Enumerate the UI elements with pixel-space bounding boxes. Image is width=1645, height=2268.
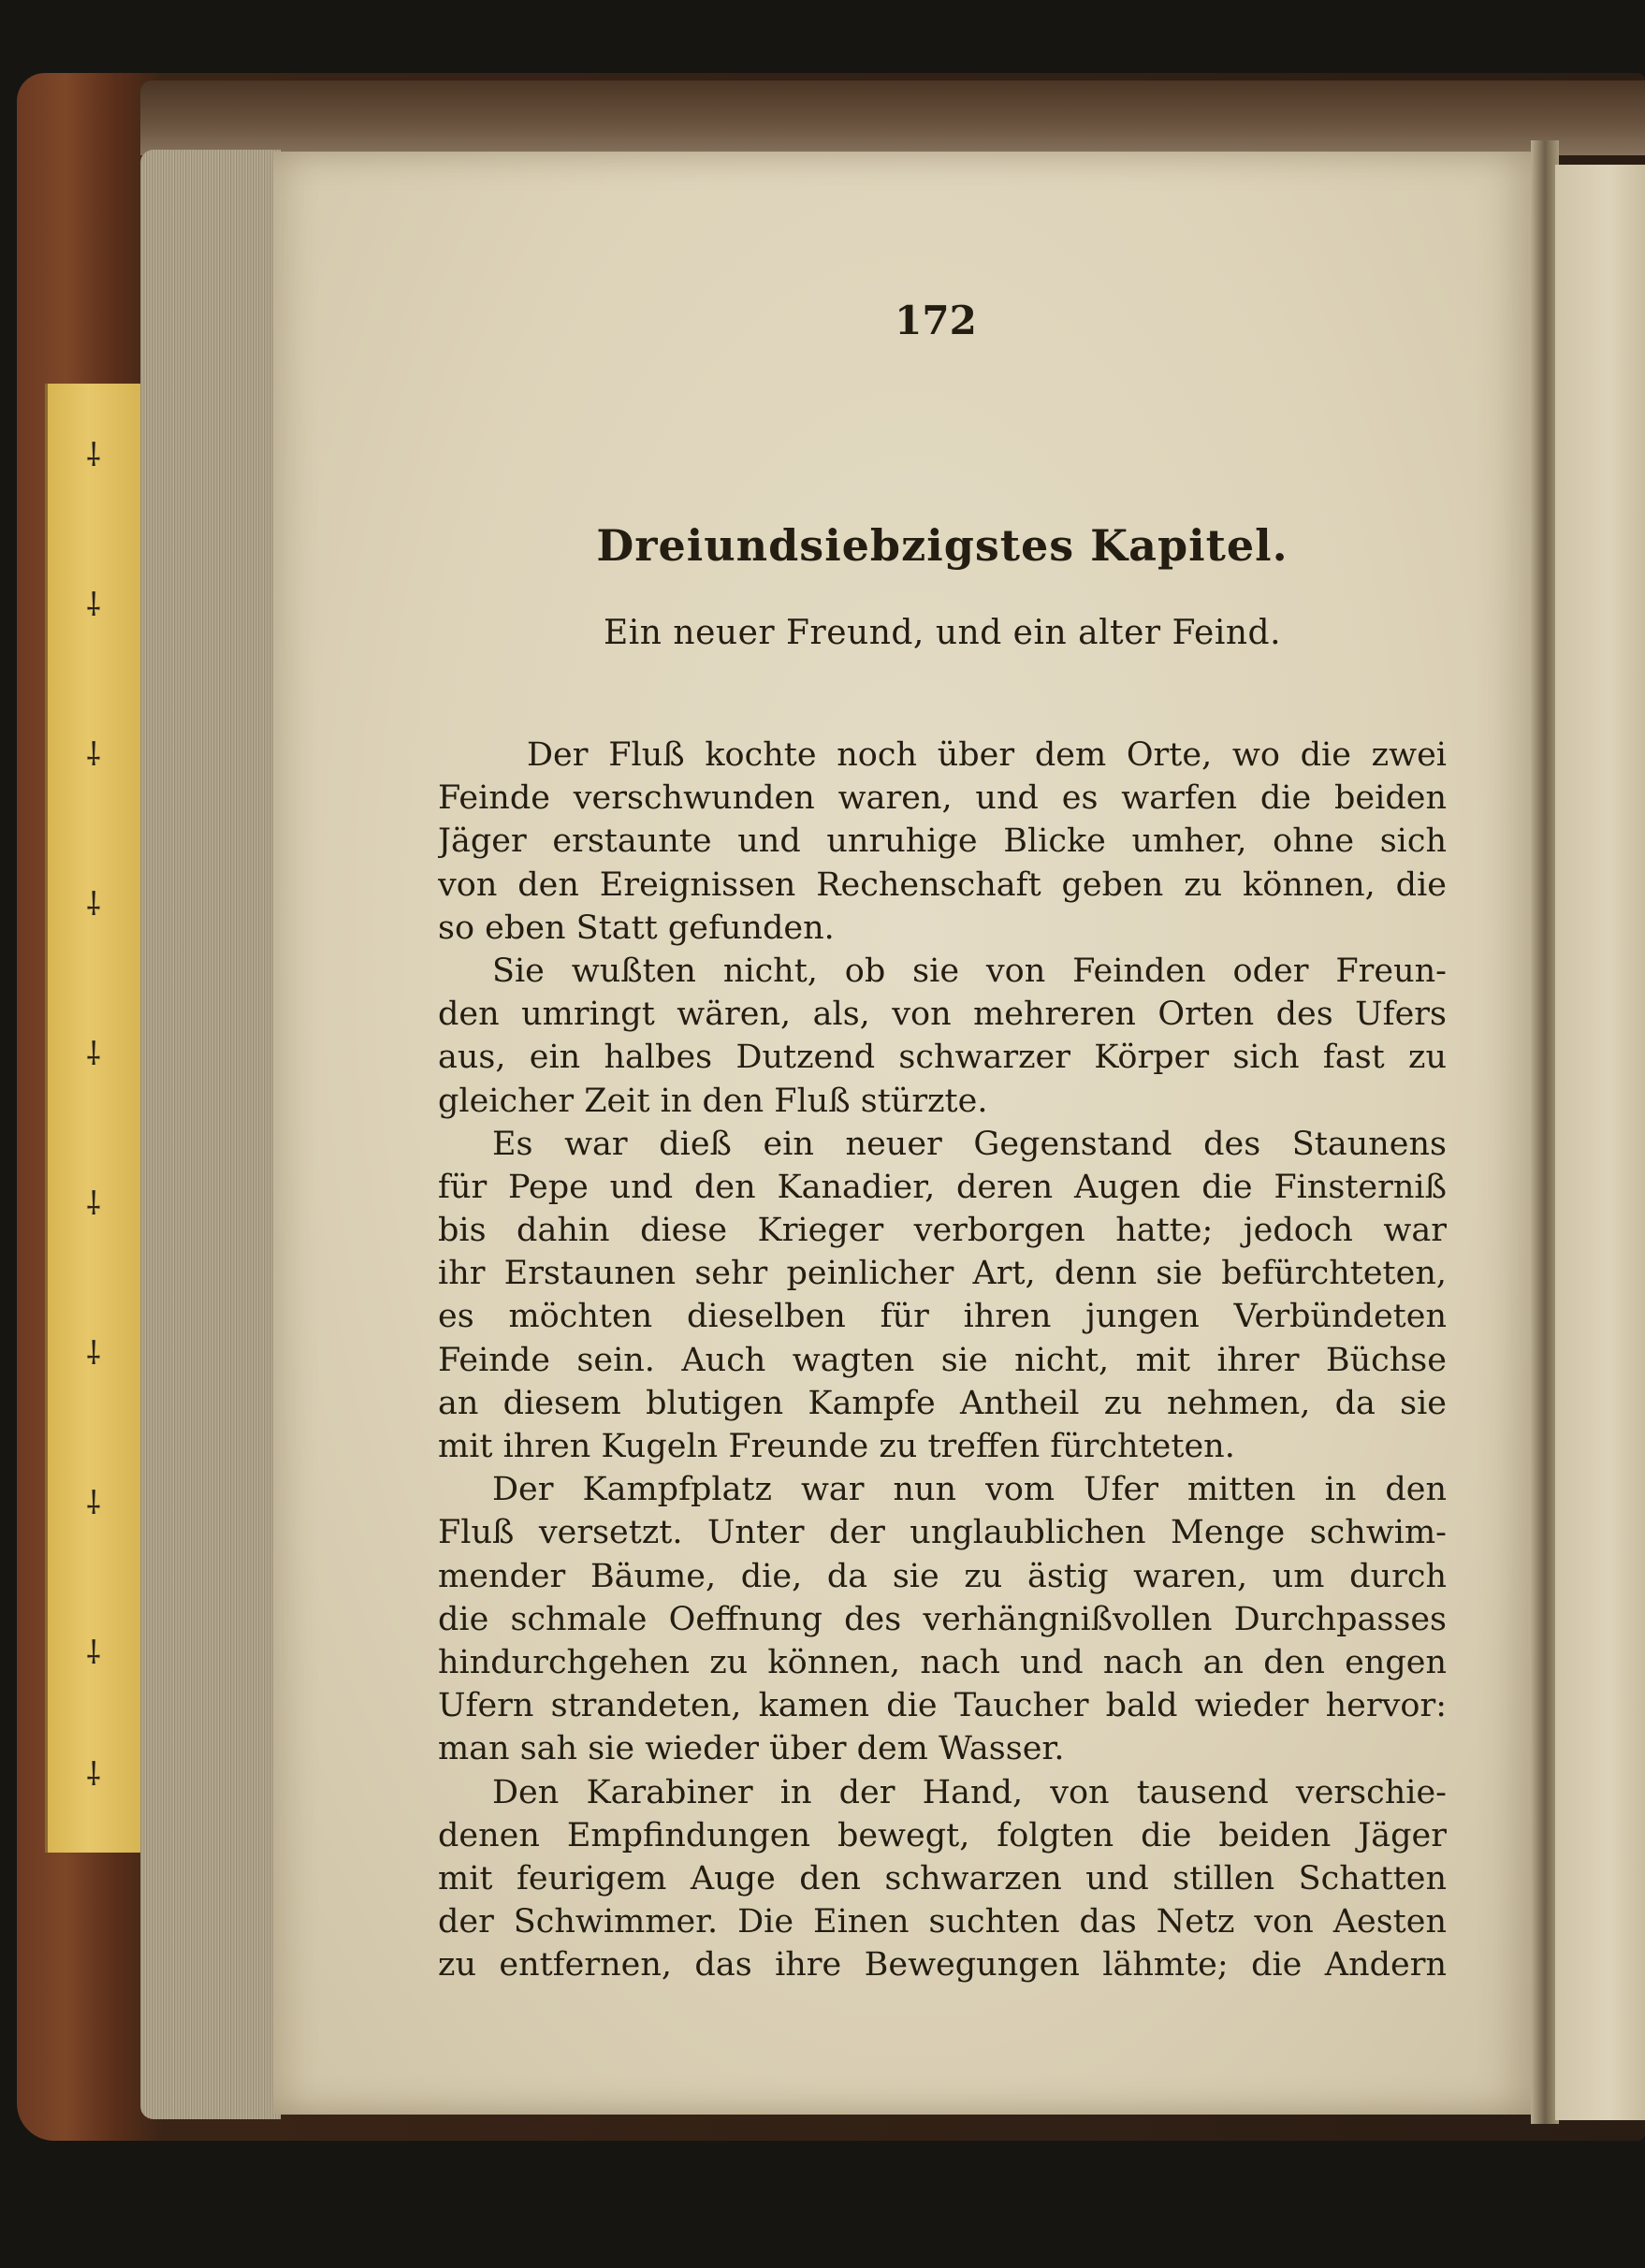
text-line: hindurchgehen zu können, nach und nach an den engen [438,1643,1447,1681]
text-line: gleicher Zeit in den Fluß stürzte. [438,1082,988,1120]
text-line: Es war dieß ein neuer Gegenstand des Staunens [492,1125,1447,1163]
spine-ornament-icon: ⸸ [86,736,101,774]
page-number: 172 [895,298,977,343]
text-line: bis dahin diese Krieger verborgen hatte; jedoch war [438,1212,1447,1250]
text-line: Ufern strandeten, kamen die Taucher bald wieder hervor: [438,1687,1447,1725]
text-line: zu entfernen, das ihre Bewegungen lähmte; die Andern [438,1946,1447,1985]
text-line: an diesem blutigen Kampfe Antheil zu nehmen, da sie [438,1384,1447,1422]
text-line: Der Kampfplatz war nun vom Ufer mitten in den [492,1471,1447,1509]
text-line: man sah sie wieder über dem Wasser. [438,1730,1065,1768]
text-line: aus, ein halbes Dutzend schwarzer Körper sich fast zu [438,1039,1447,1077]
page-edges [140,150,281,2119]
text-line: mender Bäume, die, da sie zu ästig waren, um durch [438,1557,1447,1595]
text-line: ihr Erstaunen sehr peinlicher Art, denn sie befürchteten, [438,1255,1447,1293]
spine-ornament-icon: ⸸ [86,886,101,923]
text-line: mit feurigem Auge den schwarzen und stillen Schatten [438,1859,1447,1897]
text-line: Feinde verschwunden waren, und es warfen die beiden [438,779,1447,818]
body-text [438,734,1447,1986]
spine-ornament-icon: ⸸ [86,1635,101,1672]
spine-ornament-icon: ⸸ [86,437,101,474]
chapter-subtitle: Ein neuer Freund, und ein alter Feind. [603,614,1282,652]
text-line: Sie wußten nicht, ob sie von Feinden oder Freun- [492,952,1447,990]
text-line: denen Empfindungen bewegt, folgten die beiden Jäger [438,1816,1447,1854]
text-line: so eben Statt gefunden. [438,909,835,947]
spine-ornament-icon: ⸸ [86,1335,101,1373]
text-line: den umringt wären, als, von mehreren Orten des Ufers [438,996,1447,1034]
spine-ornament-icon: ⸸ [86,587,101,624]
text-line: Der Fluß kochte noch über dem Orte, wo die zwei [527,736,1447,774]
text-line: Den Karabiner in der Hand, von tausend verschie- [492,1773,1447,1811]
text-line: für Pepe und den Kanadier, deren Augen die Finsterniß [438,1168,1447,1206]
chapter-title: Dreiundsiebzigstes Kapitel. [596,520,1288,571]
text-line: es möchten dieselben für ihren jungen Verbündeten [438,1298,1447,1336]
facing-page-edge [1555,165,1645,2120]
text-line: Feinde sein. Auch wagten sie nicht, mit ihrer Büchse [438,1341,1447,1379]
text-line: mit ihren Kugeln Freunde zu treffen fürchteten. [438,1428,1235,1465]
text-line: Jäger erstaunte und unruhige Blicke umher, ohne sich [438,822,1447,861]
spine-ornament-icon: ⸸ [86,1485,101,1522]
text-line: die schmale Oeffnung des verhängnißvollen Durchpasses [438,1600,1447,1638]
cover-top-edge [140,80,1645,155]
text-line: der Schwimmer. Die Einen suchten das Netz von Aesten [438,1903,1447,1941]
text-line: von den Ereignissen Rechenschaft geben zu können, die [438,865,1447,904]
text-line: Fluß versetzt. Unter der unglaublichen Menge schwim- [438,1514,1447,1552]
spine-ornament-icon: ⸸ [86,1756,101,1794]
spine-ornament-icon: ⸸ [86,1185,101,1223]
spine-ornament-icon: ⸸ [86,1036,101,1073]
